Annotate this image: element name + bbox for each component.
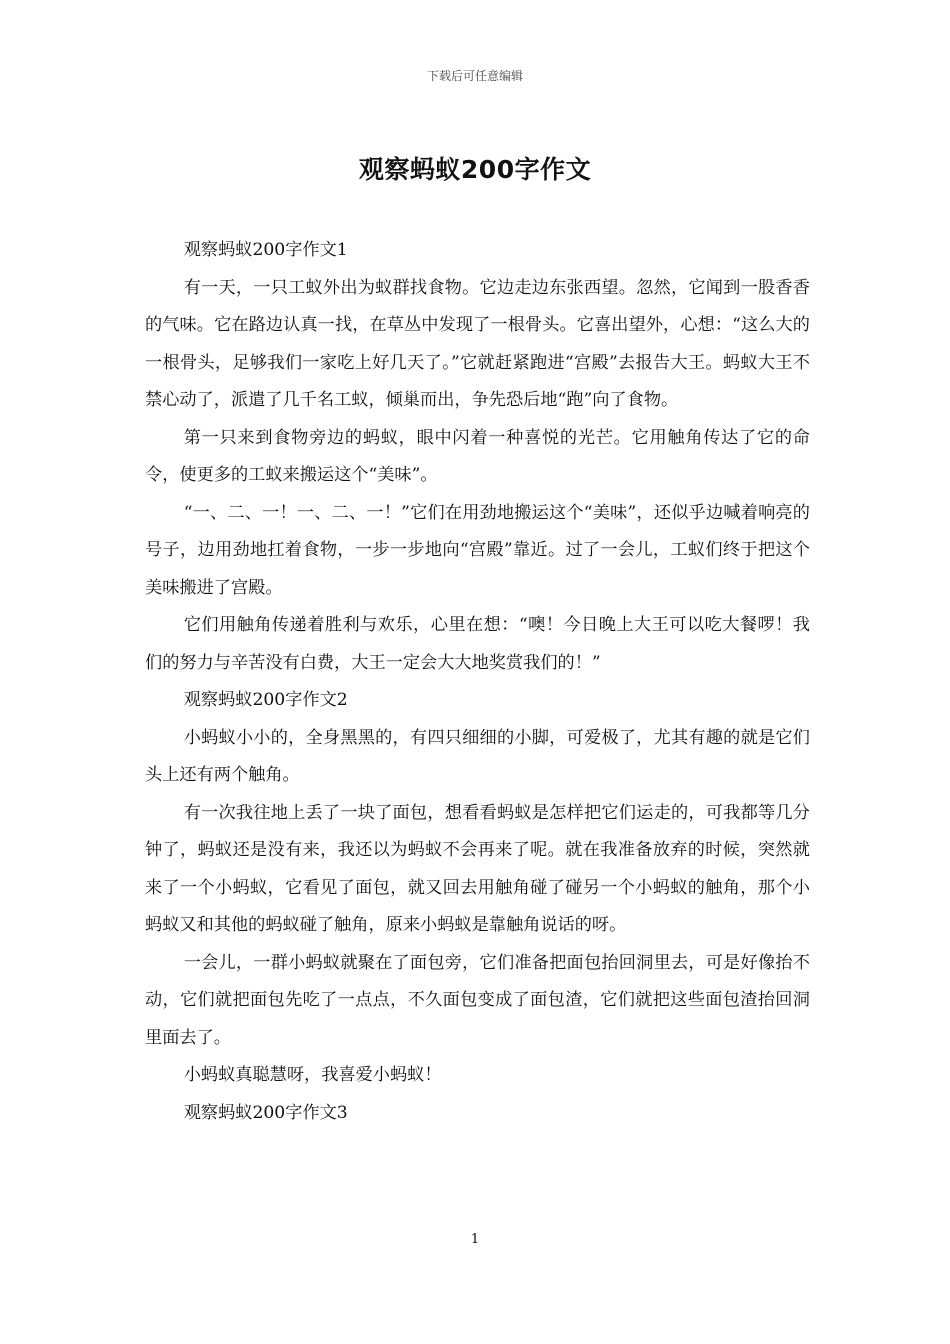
paragraph: “一、二、一！一、二、一！”它们在用劲地搬运这个“美味”，还似乎边喊着响亮的号子，边用劲地扛着食物，一步一步地向“宫殿”靠近。过了一会儿，工蚁们终于把这个美味搬进了宫殿。 bbox=[145, 502, 810, 598]
page-number: 1 bbox=[470, 1232, 480, 1247]
essay-heading-1: 观察蚂蚁200字作文1 bbox=[183, 240, 348, 260]
essay-heading-2: 观察蚂蚁200字作文2 bbox=[183, 690, 348, 710]
document-body bbox=[145, 232, 810, 1132]
paragraph: 有一次我往地上丢了一块了面包，想看看蚂蚁是怎样把它们运走的，可我都等几分钟了，蚂蚁还是没有来，我还以为蚂蚁不会再来了呢。就在我准备放弃的时候，突然就来了一个小蚂蚁，它看见了面包，就又回去用触角碰了碰另一个小蚂蚁的触角，那个小蚂蚁又和其他的蚂蚁碰了触角，原来小蚂蚁是靠触角说话的呀。 bbox=[145, 802, 810, 935]
paragraph: 有一天，一只工蚁外出为蚁群找食物。它边走边东张西望。忽然，它闻到一股香香的气味。它在路边认真一找，在草丛中发现了一根骨头。它喜出望外，心想：“这么大的一根骨头，足够我们一家吃上好几天了。”它就赶紧跑进“宫殿”去报告大王。蚂蚁大王不禁心动了，派遣了几千名工蚁，倾巢而出，争先恐后地“跑”向了食物。 bbox=[145, 277, 810, 410]
paragraph: 第一只来到食物旁边的蚂蚁，眼中闪着一种喜悦的光芒。它用触角传达了它的命令，使更多的工蚁来搬运这个“美味”。 bbox=[145, 427, 810, 485]
paragraph: 一会儿，一群小蚂蚁就聚在了面包旁，它们准备把面包抬回洞里去，可是好像抬不动，它们就把面包先吃了一点点，不久面包变成了面包渣，它们就把这些面包渣抬回洞里面去了。 bbox=[145, 952, 810, 1048]
essay-heading-3: 观察蚂蚁200字作文3 bbox=[183, 1102, 348, 1123]
header-note: 下载后可任意编辑 bbox=[426, 69, 523, 83]
document-title: 观察蚂蚁200字作文 bbox=[358, 155, 592, 184]
paragraph: 小蚂蚁真聪慧呀，我喜爱小蚂蚁！ bbox=[183, 1065, 442, 1085]
paragraph: 它们用触角传递着胜利与欢乐，心里在想：“噢！今日晚上大王可以吃大餐啰！我们的努力与辛苦没有白费，大王一定会大大地奖赏我们的！” bbox=[145, 615, 810, 673]
paragraph: 小蚂蚁小小的，全身黑黑的，有四只细细的小脚，可爱极了，尤其有趣的就是它们头上还有两个触角。 bbox=[145, 727, 810, 785]
